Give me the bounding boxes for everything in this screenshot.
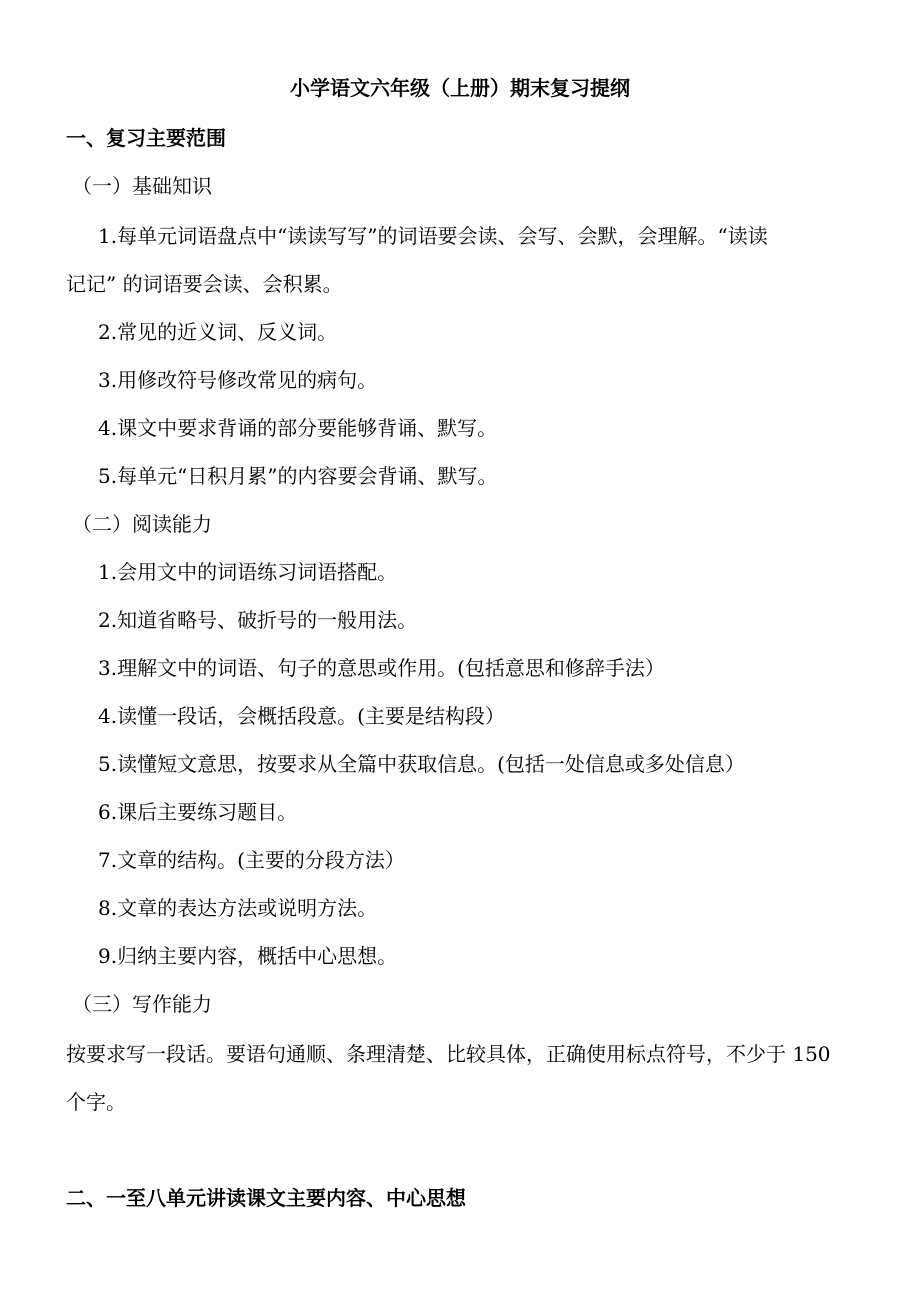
reading-item: 8.文章的表达方法或说明方法。 [98,896,378,920]
reading-item: 5.读懂短文意思，按要求从全篇中获取信息。(包括一处信息或多处信息） [98,752,745,776]
basic-item-2: 2.常见的近义词、反义词。 [98,320,338,344]
basic-item-1-line1: 1.每单元词语盘点中“读读写写”的词语要会读、会写、会默，会理解。“读读 [98,224,768,248]
subsection-heading-basic-knowledge: （一）基础知识 [72,174,212,198]
writing-requirement-line1: 按要求写一段话。要语句通顺、条理清楚、比较具体，正确使用标点符号，不少于 150 [66,1042,831,1066]
document-title: 小学语文六年级（上册）期末复习提纲 [290,76,630,100]
basic-item-4: 4.课文中要求背诵的部分要能够背诵、默写。 [98,416,498,440]
reading-item: 1.会用文中的词语练习词语搭配。 [98,560,398,584]
reading-item: 9.归纳主要内容，概括中心思想。 [98,944,398,968]
reading-item: 4.读懂一段话，会概括段意。(主要是结构段） [98,704,505,728]
reading-item: 6.课后主要练习题目。 [98,800,298,824]
reading-item: 3.理解文中的词语、句子的意思或作用。(包括意思和修辞手法） [98,656,665,680]
reading-item: 2.知道省略号、破折号的一般用法。 [98,608,418,632]
basic-item-5: 5.每单元“日积月累”的内容要会背诵、默写。 [98,464,498,488]
subsection-heading-reading: （二）阅读能力 [72,512,212,536]
writing-requirement-line2: 个字。 [66,1090,126,1114]
basic-item-3: 3.用修改符号修改常见的病句。 [98,368,378,392]
section-heading-units: 二、一至八单元讲读课文主要内容、中心思想 [66,1186,466,1210]
subsection-heading-writing: （三）写作能力 [72,992,212,1016]
basic-item-1-line2: 记记” 的词语要会读、会积累。 [66,272,343,296]
section-heading-scope: 一、复习主要范围 [66,126,226,150]
reading-item: 7.文章的结构。(主要的分段方法） [98,848,405,872]
